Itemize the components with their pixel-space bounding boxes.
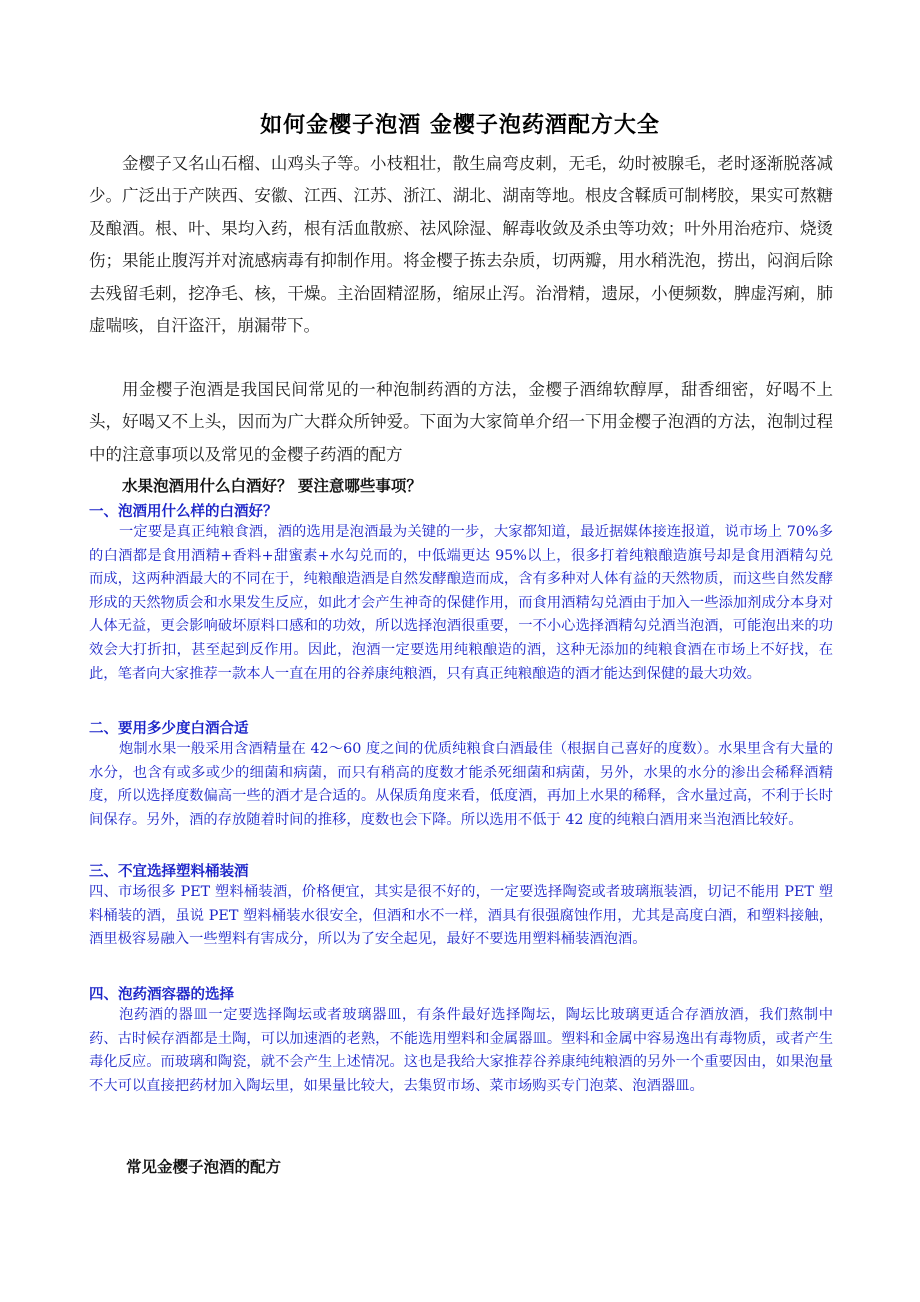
section-2-body: 炮制水果一般采用含酒精量在 42～60 度之间的优质纯粮食白酒最佳（根据自己喜好的度数）。水果里含有大量的水分，也含有或多或少的细菌和病菌，而只有稍高的度数才能杀死细菌和病菌，另外，水果的水分的渗出会稀释酒精度，所以选择度数偏高一些的酒才是合适的。从保质角度来看，低度酒，再加上水果的稀释，含水量过高，不利于长时间保存。另外，酒的存放随着时间的推移，度数也会下降。所以选用不低于 42 度的纯粮白酒用来当泡酒比较好。 bbox=[89, 741, 833, 828]
recipes-heading: 常见金樱子泡酒的配方 bbox=[126, 1158, 282, 1176]
section-4-body: 泡药酒的器皿一定要选择陶坛或者玻璃器皿，有条件最好选择陶坛，陶坛比玻璃更适合存酒放酒，我们熬制中药、古时候存酒都是土陶，可以加速酒的老熟，不能选用塑料和金属器皿。塑料和金属中容易逸出有毒物质，或者产生毒化反应。而玻璃和陶瓷，就不会产生上述情况。这也是我给大家推荐谷养康纯纯粮酒的另外一个重要因由，如果泡量不大可以直接把药材加入陶坛里，如果量比较大，去集贸市场、菜市场购买专门泡菜、泡酒器皿。 bbox=[89, 1007, 833, 1094]
intro-paragraph-1: 金樱子又名山石榴、山鸡头子等。小枝粗壮，散生扁弯皮刺，无毛，幼时被腺毛，老时逐渐脱落减少。广泛出于产陕西、安徽、江西、江苏、浙江、湖北、湖南等地。根皮含鞣质可制栲胶，果实可熬糖及酿酒。根、叶、果均入药，根有活血散瘀、祛风除湿、解毒收敛及杀虫等功效；叶外用治疮疖、烧烫伤；果能止腹泻并对流感病毒有抑制作用。将金樱子拣去杂质，切两瓣，用水稍洗泡，捞出，闷润后除去残留毛刺，挖净毛、核，干燥。主治固精涩肠，缩尿止泻。治滑精，遗尿，小便频数，脾虚泻痢，肺虚喘咳，自汗盗汗，崩漏带下。 bbox=[89, 154, 833, 336]
section-3-body: 四、市场很多 PET 塑料桶装酒，价格便宜，其实是很不好的，一定要选择陶瓷或者玻璃瓶装酒，切记不能用 PET 塑料桶装的酒，虽说 PET 塑料桶装水很安全，但酒和水不一样，酒具有很强腐蚀作用，尤其是高度白酒，和塑料接触，酒里极容易融入一些塑料有害成分，所以为了安全起见，最好不要选用塑料桶装酒泡酒。 bbox=[89, 884, 833, 948]
section-3-heading: 三、不宜选择塑料桶装酒 bbox=[89, 864, 249, 880]
intro-paragraph-2: 用金樱子泡酒是我国民间常见的一种泡制药酒的方法，金樱子酒绵软醇厚，甜香细密，好喝不上头，好喝又不上头，因而为广大群众所钟爱。下面为大家简单介绍一下用金樱子泡酒的方法，泡制过程中的注意事项以及常见的金樱子药酒的配方 bbox=[89, 380, 833, 464]
section-2-heading: 二、要用多少度白酒合适 bbox=[89, 721, 249, 737]
section-1-body: 一定要是真正纯粮食酒，酒的选用是泡酒最为关键的一步，大家都知道，最近据媒体接连报道，说市场上 70%多的白酒都是食用酒精+香料+甜蜜素+水勾兑而的，中低端更达 95%以上，很多打着纯粮酿造旗号却是食用酒精勾兑而成，这两种酒最大的不同在于，纯粮酿造酒是自然发酵酿造而成，含有多种对人体有益的天然物质，而这些自然发酵形成的天然物质会和水果发生反应，如此才会产生神奇的保健作用，而食用酒精勾兑酒由于加入一些添加剂成分本身对人体无益，更会影响破坏原料口感和的功效，所以选择泡酒很重要，一不小心选择酒精勾兑酒当泡酒，可能泡出来的功效会大打折扣，甚至起到反作用。因此，泡酒一定要选用纯粮酿造的酒，这种无添加的纯粮食酒在市场上不好找，在此，笔者向大家推荐一款本人一直在用的谷养康纯粮酒，只有真正纯粮酿造的酒才能达到保健的最大功效。 bbox=[89, 524, 833, 682]
section-1-heading: 一、泡酒用什么样的白酒好？ bbox=[89, 504, 278, 520]
section-4-heading: 四、泡药酒容器的选择 bbox=[89, 987, 234, 1003]
page-title: 如何金樱子泡酒 金樱子泡药酒配方大全 bbox=[260, 113, 660, 138]
subheading: 水果泡酒用什么白酒好？ 要注意哪些事项？ bbox=[122, 477, 422, 495]
